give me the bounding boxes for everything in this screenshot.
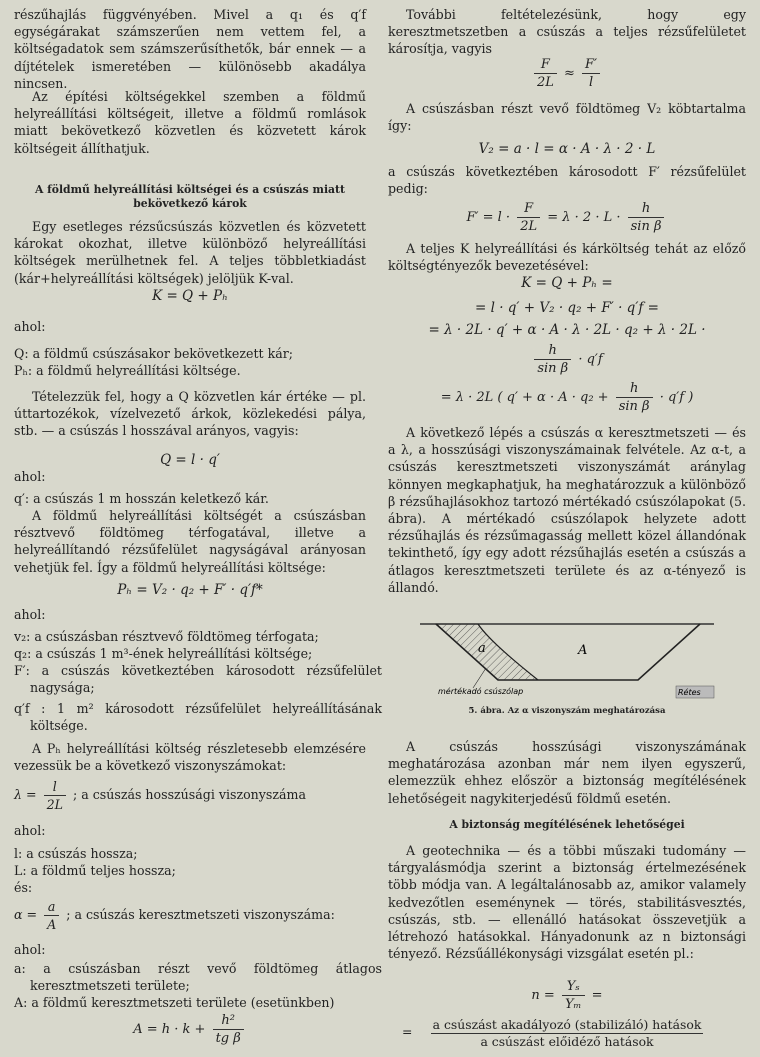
definition-L: L: a földmű teljes hossza; <box>14 863 176 878</box>
left-paragraph-3: Egy esetleges rézsűcsúszás közvetlen és közvetett károkat okozhat, illetve különböző helyreállítási költségek merülhetnek fel. A teljes többletkiadást (kár+helyreállítási költségek) jelöljük K-val. <box>14 219 366 286</box>
right-paragraph-3: a csúszás következtében károsodott F′ rézsűfelület pedig: <box>388 164 746 197</box>
left-paragraph-6: A Pₕ helyreállítási költség részletesebb elemzésére vezessük be a következő viszonyszámokat: <box>14 741 366 774</box>
figure-caption: 5. ábra. Az α viszonyszám meghatározása <box>468 706 666 716</box>
ahol-label: ahol: <box>14 607 46 622</box>
equation-A <box>14 1012 366 1047</box>
eqF-numerator-2: F′ <box>582 56 600 74</box>
eqK4-denominator: sin β <box>537 361 569 376</box>
section-heading-costs: A földmű helyreállítási költségei és a csúszás miatt bekövetkező károk <box>34 183 346 210</box>
equation-Ph: Pₕ = V₂ · q₂ + F′ · q′f* <box>117 582 263 598</box>
eqK4-numerator: h <box>534 342 571 360</box>
definition-l: l: a csúszás hossza; <box>14 846 138 861</box>
eqA-numerator: h² <box>213 1012 244 1030</box>
es-label: és: <box>14 880 33 895</box>
figure-label-a: a <box>478 641 486 656</box>
equation-K-1: K = Q + Pₕ = <box>521 275 613 291</box>
left-paragraph-5: A földmű helyreállítási költségét a csúszásban résztvevő földtömeg térfogatával, illetve a helyreállítandó rézsűfelület nagyságával arányosan vehetjük fel. Így a földmű helyreállítási költsége: <box>14 508 366 575</box>
approx-sign: ≈ <box>564 66 575 81</box>
eqFp-lhs: F′ = l · <box>466 210 511 225</box>
figure-stamp: Rétes <box>678 688 701 697</box>
ahol-label: ahol: <box>14 942 46 957</box>
eqn-equals: = <box>591 988 603 1003</box>
equation-K-2: = l · q′ + V₂ · q₂ + F′ · q′f = <box>475 300 659 316</box>
equation-Q: Q = l · q′ <box>160 452 220 468</box>
eqn-numerator: Yₛ <box>562 978 585 996</box>
left-paragraph-4: Tételezzük fel, hogy a Q közvetlen kár értéke — pl. úttartozékok, vízelvezető árkok, közlekedési pálya, stb. — a csúszás l hosszával arányos, vagyis: <box>14 389 366 439</box>
definition-v2: v₂: a csúszásban résztvevő földtömeg térfogata; <box>14 629 319 644</box>
lambda-description: ; a csúszás hosszúsági viszonyszáma <box>72 787 306 802</box>
eqK5-right: · q′f ) <box>659 390 694 405</box>
definition-q2: q₂: a csúszás 1 m³-ének helyreállítási költsége; <box>14 646 313 661</box>
equation-alpha <box>14 898 366 933</box>
ahol-label: ahol: <box>14 319 46 334</box>
alpha-lhs: α = <box>14 907 38 922</box>
equation-V2: V₂ = a · l = α · A · λ · 2 · L <box>478 141 656 157</box>
equation-K-3: = λ · 2L · q′ + α · A · λ · 2L · q₂ + λ · 2L · <box>428 322 706 338</box>
left-paragraph-1: részűhajlás függvényében. Mivel a q₁ és q′f egységárakat számszerűen nem vettem fel, a költségadatok sem számszerűsíthetők, bár ennek — a díjtételek ismeretében — különösebb akadálya nincsen. <box>14 7 366 91</box>
alpha-description: ; a csúszás keresztmetszeti viszonyszáma: <box>66 907 335 922</box>
equation-K-4 <box>388 342 746 377</box>
cross-section-diagram <box>418 610 718 702</box>
definition-qf: q′f : 1 m² károsodott rézsűfelület helyreállításának költsége. <box>14 701 382 734</box>
definition-q: q′: a csúszás 1 m hosszán keletkező kár. <box>14 491 269 506</box>
right-paragraph-2: A csúszásban részt vevő földtömeg V₂ köbtartalma így: <box>388 101 746 134</box>
alpha-denominator: A <box>47 917 57 932</box>
equation-K: K = Q + Pₕ <box>152 288 228 304</box>
eqF-denominator-1: 2L <box>536 75 554 90</box>
figure-label-slip-surface: mértékadó csúszólap <box>438 687 524 696</box>
right-paragraph-7: A geotechnika — és a többi műszaki tudomány — tárgyalásmódja szerint a biztonság értelmezésének több módja van. A legáltalánosabb az, amikor valamely kedvezőtlen eseménynek — törés, stabilitásvesztés, csúszás, stb. — ellenálló hatásokat összevetjük a létrehozó hatásokkal. Hányadonunk az n biztonsági tényező. Rézsűállékonysági vizsgálat esetén pl.: <box>388 843 746 962</box>
ahol-label: ahol: <box>14 469 46 484</box>
equation-Fprime <box>388 200 746 235</box>
eqFp-numerator-1: F <box>517 200 540 218</box>
eqK5-denominator: sin β <box>618 399 650 414</box>
eqFp-middle: = λ · 2 · L · <box>547 210 621 225</box>
equation-n <box>388 978 746 1013</box>
right-paragraph-6: A csúszás hosszúsági viszonyszámának meghatározása azonban már nem ilyen egyszerű, elemezzük ehhez először a biztonság megítélésének lehetőségeit nagykiterjedésű földmű esetén. <box>388 739 746 806</box>
equation-K-5 <box>388 380 746 415</box>
eqK5-left: = λ · 2L ( q′ + α · A · q₂ + <box>440 390 609 405</box>
eqFp-denominator-2: sin β <box>630 219 662 234</box>
eqK4-tail: · q′f <box>578 352 603 367</box>
ahol-label: ahol: <box>14 823 46 838</box>
eqK5-numerator: h <box>616 380 653 398</box>
eqFp-denominator-1: 2L <box>520 219 538 234</box>
lambda-numerator: l <box>44 778 66 796</box>
figure-label-A: A <box>578 643 588 658</box>
definition-F: F′: a csúszás következtében károsodott rézsűfelület nagysága; <box>14 663 382 696</box>
safety-ratio-denominator: a csúszást előidéző hatások <box>480 1034 654 1049</box>
equation-safety-ratio: = a csúszást akadályozó (stabilizáló) hatások a csúszást előidéző hatások <box>402 1017 702 1049</box>
right-paragraph-1: További feltételezésünk, hogy egy keresztmetszetben a csúszás a teljes rézsűfelületet károsítja, vagyis <box>388 7 746 57</box>
eqA-lhs: A = h · k + <box>133 1022 206 1037</box>
section-heading-safety: A biztonság megítélésének lehetőségei <box>449 818 685 831</box>
eqn-denominator: Yₘ <box>564 997 582 1012</box>
equation-F-approx <box>388 56 746 91</box>
figure-5 <box>418 610 718 702</box>
definition-Q: Q: a földmű csúszásakor bekövetkezett kár; <box>14 346 293 361</box>
definition-Ph: Pₕ: a földmű helyreállítási költsége. <box>14 363 241 378</box>
definition-A: A: a földmű keresztmetszeti területe (esetünkben) <box>14 995 335 1010</box>
definition-a: a: a csúszásban részt vevő földtömeg átlagos keresztmetszeti területe; <box>14 961 382 994</box>
left-paragraph-2: Az építési költségekkel szemben a földmű helyreállítási költségeit, illetve a földmű romlások miatt bekövetkező közvetlen és közvetett károk költségeit állíthatjuk. <box>14 89 366 156</box>
eqF-numerator-1: F <box>534 56 557 74</box>
safety-ratio-numerator: a csúszást akadályozó (stabilizáló) hatások <box>432 1017 702 1032</box>
alpha-numerator: a <box>44 898 59 916</box>
lambda-lhs: λ = <box>14 787 37 802</box>
eqF-denominator-2: l <box>588 75 594 90</box>
right-paragraph-4: A teljes K helyreállítási és kárköltség tehát az előző költségtényezők bevezetésével: <box>388 241 746 274</box>
equation-lambda <box>14 778 366 813</box>
eqFp-numerator-2: h <box>628 200 665 218</box>
eqA-denominator: tg β <box>215 1031 241 1046</box>
lambda-denominator: 2L <box>46 797 63 812</box>
eqn-lhs: n = <box>531 988 555 1003</box>
right-paragraph-5: A következő lépés a csúszás α keresztmetszeti — és a λ, a hosszúsági viszonyszámainak felvétele. Az α-t, a csúszás keresztmetszeti viszonyszámát aránylag könnyen megkaphatjuk, ha meghatározzuk a különböző β rézsűhajlásokhoz tartozó mértékadó csúszólapokat (5. ábra). A mértékadó csúszólapok helyzete adott rézsűhajlás és rézsűmagasság mellett közel állandónak tekinthető, így egy adott rézsűhajlás esetén a csúszás a átlagos keresztmetszeti területe és az α-tényező is állandó. <box>388 425 746 595</box>
